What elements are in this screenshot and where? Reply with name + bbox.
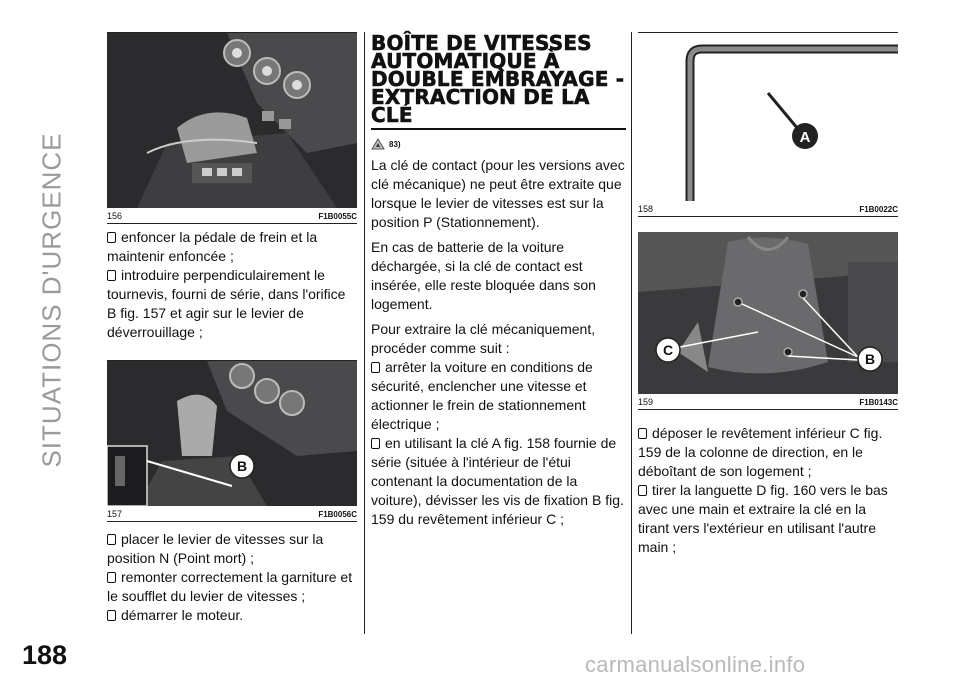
figure-159-code: F1B0143C bbox=[859, 398, 898, 407]
column-2 bbox=[371, 31, 626, 529]
warning-triangle-icon bbox=[371, 138, 385, 150]
figure-159-label-c: C bbox=[662, 342, 674, 358]
figure-157 bbox=[107, 360, 357, 522]
figure-159-caption bbox=[638, 394, 898, 410]
section-title-rule bbox=[371, 128, 626, 130]
column-divider-2 bbox=[631, 32, 632, 634]
list-item: en utilisant la clé A fig. 158 fournie de série (située à l'intérieur de l'étui contenant la documentation de la voiture), dévisser les vis de fixation B fig. 159 du revêtement inférieur C ; bbox=[371, 435, 624, 527]
checkbox-bullet-icon bbox=[371, 362, 380, 373]
figure-159 bbox=[638, 232, 898, 410]
watermark: carmanualsonline.info bbox=[585, 652, 806, 677]
column-divider-1 bbox=[364, 32, 365, 634]
list-item: enfoncer la pédale de frein et la maintenir enfoncée ; bbox=[107, 229, 318, 264]
paragraph: Pour extraire la clé mécaniquement, procéder comme suit : bbox=[371, 321, 596, 356]
figure-158-number: 158 bbox=[638, 204, 654, 214]
warning-reference: 83) bbox=[371, 138, 626, 150]
list-item: démarrer le moteur. bbox=[107, 606, 357, 625]
checkbox-bullet-icon bbox=[107, 270, 116, 281]
figure-156-caption bbox=[107, 208, 357, 224]
list-item: introduire perpendiculairement le tournevis, fourni de série, dans l'orifice B fig. 157 et agir sur le levier de déverrouillage ; bbox=[107, 267, 346, 340]
checkbox-bullet-icon bbox=[107, 610, 116, 621]
figure-157-caption bbox=[107, 506, 357, 522]
list-item: déposer le revêtement inférieur C fig. 159 de la colonne de direction, en le déboîtant de son logement ; bbox=[638, 425, 883, 479]
figure-156-code: F1B0055C bbox=[318, 212, 357, 221]
figure-158-code: F1B0022C bbox=[859, 205, 898, 214]
list-item: placer le levier de vitesses sur la position N (Point mort) ; bbox=[107, 531, 324, 566]
figure-157-number: 157 bbox=[107, 509, 123, 519]
column-1 bbox=[107, 32, 357, 625]
figure-157-label-b: B bbox=[236, 458, 248, 474]
figure-157-code: F1B0056C bbox=[318, 510, 357, 519]
figure-157-image bbox=[107, 361, 357, 506]
figure-158 bbox=[638, 32, 898, 217]
figure-159-image bbox=[638, 232, 898, 394]
section-title: BOÎTE DE VITESSES AUTOMATIQUE À DOUBLE EMBRAYAGE - EXTRACTION DE LA CLÉ bbox=[371, 31, 625, 127]
checkbox-bullet-icon bbox=[638, 428, 647, 439]
figure-159-label-b: B bbox=[864, 351, 876, 367]
figure-156-image bbox=[107, 33, 357, 208]
figure-159-number: 159 bbox=[638, 397, 654, 407]
figure-156 bbox=[107, 32, 357, 224]
list-item: tirer la languette D fig. 160 vers le bas avec une main et extraire la clé en la tirant vers l'extérieur en utilisant l'autre main ; bbox=[638, 482, 888, 555]
checkbox-bullet-icon bbox=[107, 534, 116, 545]
figure-158-caption bbox=[638, 201, 898, 217]
paragraph: En cas de batterie de la voiture déchargée, si la clé de contact est insérée, elle reste bloquée dans son logement. bbox=[371, 239, 596, 312]
figure-156-number: 156 bbox=[107, 211, 123, 221]
checkbox-bullet-icon bbox=[638, 485, 647, 496]
checkbox-bullet-icon bbox=[107, 232, 116, 243]
column-3 bbox=[638, 32, 898, 557]
figure-158-image bbox=[638, 33, 898, 201]
list-item: remonter correctement la garniture et le soufflet du levier de vitesses ; bbox=[107, 569, 353, 604]
checkbox-bullet-icon bbox=[107, 572, 116, 583]
paragraph: La clé de contact (pour les versions avec clé mécanique) ne peut être extraite que lorsque le levier de vitesses est sur la position P (Stationnement). bbox=[371, 157, 625, 230]
side-section-title: SITUATIONS D'URGENCE bbox=[36, 132, 67, 468]
page-number: 188 bbox=[22, 640, 68, 670]
list-item: arrêter la voiture en conditions de sécurité, enclencher une vitesse et actionner le frein de stationnement électrique ; bbox=[371, 359, 593, 432]
checkbox-bullet-icon bbox=[371, 438, 380, 449]
figure-158-label-a: A bbox=[799, 129, 811, 146]
